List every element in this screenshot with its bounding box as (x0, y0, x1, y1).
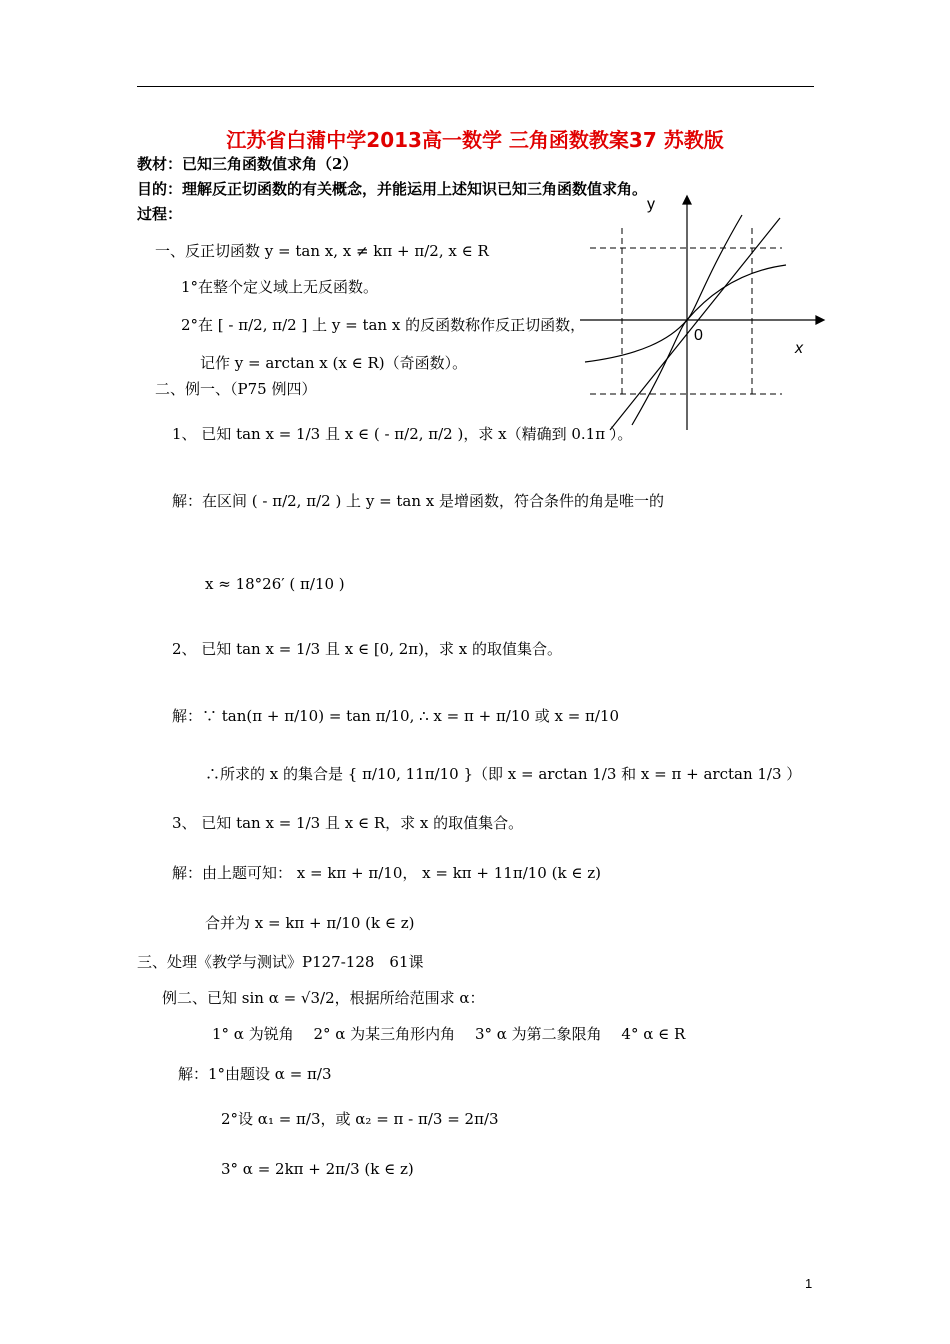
line-example-4: 例二、已知 sin α = √3/2，根据所给范围求 α： (162, 989, 485, 1007)
line-result-1: x ≈ 18°26′ ( π/10 ) (205, 575, 345, 593)
arctan-curve (585, 265, 786, 362)
line-purpose: 目的：理解反正切函数的有关概念，并能运用上述知识已知三角函数值求角。 (137, 180, 648, 198)
line-example-3: 3、 已知 tan x = 1/3 且 x ∈ R，求 x 的取值集合。 (172, 814, 524, 832)
page-number: 1 (805, 1276, 813, 1291)
line-solution-3: 解：由上题可知： x = kπ + π/10， x = kπ + 11π/10 (k ∈ z) (172, 864, 601, 882)
x-axis-label: x (795, 340, 803, 357)
line-solution-2: 解：∵ tan(π + π/10) = tan π/10, ∴ x = π + π/10 或 x = π/10 (172, 707, 620, 725)
line-solution-4c: 3° α = 2kπ + 2π/3 (k ∈ z) (221, 1160, 414, 1178)
line-y-equals-x (610, 218, 780, 430)
line-notation: 记作 y = arctan x (x ∈ R)（奇函数）。 (200, 354, 468, 372)
line-process: 过程： (137, 205, 183, 223)
line-solution-4b: 2°设 α₁ = π/3，或 α₂ = π - π/3 = 2π/3 (221, 1110, 499, 1128)
line-solution-4a: 解：1°由题设 α = π/3 (178, 1065, 332, 1083)
asymptote-lines (590, 228, 782, 395)
document-title: 江苏省白蒲中学2013高一数学 三角函数教案37 苏教版 (226, 128, 724, 152)
line-result-2: ∴所求的 x 的集合是 { π/10, 11π/10 }（即 x = arctan 1/3 和 x = π + arctan 1/3 ） (205, 765, 802, 783)
line-solution-1: 解：在区间 ( - π/2, π/2 ) 上 y = tan x 是增函数，符合条件的角是唯一的 (172, 492, 665, 510)
line-result-3: 合并为 x = kπ + π/10 (k ∈ z) (205, 914, 415, 932)
line-example-2: 2、 已知 tan x = 1/3 且 x ∈ [0, 2π)，求 x 的取值集合。 (172, 640, 563, 658)
line-section-1: 一、反正切函数 y = tan x, x ≠ kπ + π/2, x ∈ R (155, 242, 489, 260)
y-axis-label: y (647, 196, 655, 213)
line-example-1: 1、 已知 tan x = 1/3 且 x ∈ ( - π/2, π/2 )，求 x（精确到 0.1π ）。 (172, 425, 633, 443)
line-cases: 1° α 为锐角 2° α 为某三角形内角 3° α 为第二象限角 4° α ∈ R (212, 1025, 686, 1043)
x-axis-arrow (816, 316, 824, 324)
line-point-1: 1°在整个定义域上无反函数。 (181, 278, 379, 296)
origin-label: 0 (694, 327, 703, 344)
y-axis-arrow (683, 196, 691, 204)
line-section-2: 二、例一、（P75 例四） (155, 380, 317, 398)
header-rule (137, 86, 814, 87)
line-textbook: 教材：已知三角函数值求角（2） (137, 155, 358, 173)
line-section-3: 三、处理《教学与测试》P127-128 61课 (137, 953, 424, 971)
line-point-2: 2°在 [ - π/2, π/2 ] 上 y = tan x 的反函数称作反正切函数， (181, 316, 586, 334)
arctan-graph (570, 190, 830, 440)
